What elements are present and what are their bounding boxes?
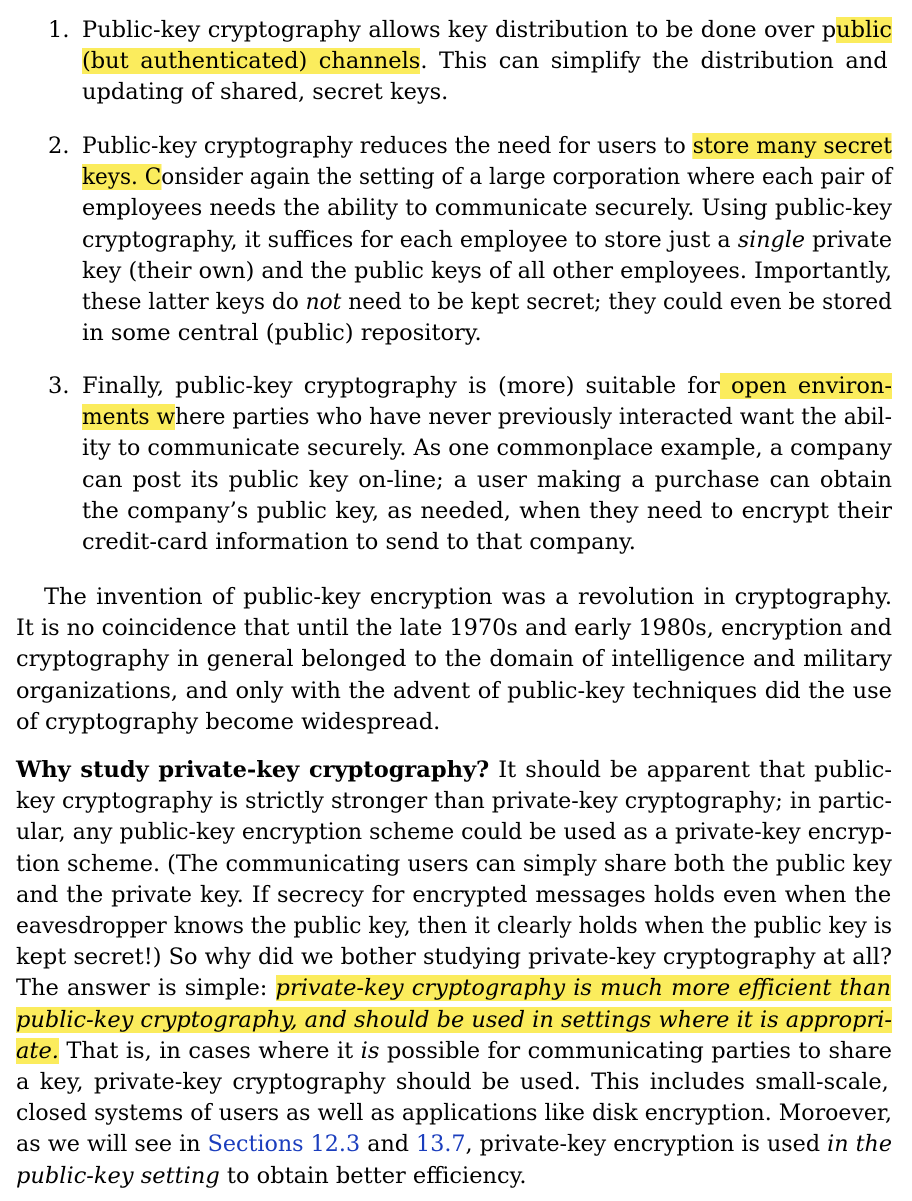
paragraph-line bbox=[16, 911, 892, 942]
paragraph-line bbox=[16, 849, 892, 880]
list-item-2-line bbox=[82, 162, 892, 193]
text-run: organizations, and only with the advent of public-key techniques did the use bbox=[16, 677, 892, 704]
text-run: cryptography in general belonged to the domain of intelligence and military bbox=[16, 646, 892, 673]
text-run: closed systems of users as well as applications like disk encryption. Moroever, bbox=[16, 1100, 892, 1127]
text-run: Public-key cryptography allows key distribution to be done over p bbox=[82, 17, 837, 43]
text-run: to obtain better efficiency. bbox=[219, 1162, 527, 1189]
highlighted-text: open environ- bbox=[719, 373, 892, 399]
paragraph-line bbox=[16, 676, 892, 707]
cross-reference-link[interactable]: Sections 12.3 bbox=[207, 1131, 361, 1158]
text-run: It is no coincidence that until the late 1970s and early 1980s, encryption and bbox=[16, 615, 892, 642]
paragraph-line bbox=[44, 582, 892, 613]
paragraph-line bbox=[16, 973, 891, 1004]
text-run: of cryptography become widespread. bbox=[16, 708, 441, 735]
paragraph-line bbox=[16, 1098, 892, 1129]
text-run: can post its public key on-line; a user making a purchase can obtain bbox=[82, 466, 892, 493]
run-in-heading: Why study private-key cryptography? bbox=[16, 757, 490, 783]
paragraph-line bbox=[16, 1005, 892, 1036]
list-item-number: 3. bbox=[48, 373, 70, 399]
list-item-2-line bbox=[82, 256, 892, 287]
text-run: public-key setting bbox=[16, 1162, 220, 1189]
highlighted-text: store many secret bbox=[692, 133, 892, 159]
text-run: onsider again the setting of a large corporation where each pair of bbox=[161, 164, 892, 191]
text-run: possible for communicating parties to share bbox=[379, 1037, 892, 1064]
text-run: credit-card information to send to that company. bbox=[82, 529, 636, 555]
text-run: employees needs the ability to communicate securely. Using public-key bbox=[82, 195, 892, 222]
text-run: need to be kept secret; they could even be stored bbox=[341, 289, 893, 315]
list-item-2-line bbox=[82, 131, 892, 162]
text-run: It should be apparent that public- bbox=[489, 757, 892, 783]
highlighted-text: public-key cryptography, and should be used in settings where it is appropri- bbox=[16, 1006, 892, 1033]
text-run: and bbox=[360, 1131, 417, 1158]
text-run: , private-key encryption is used bbox=[465, 1131, 828, 1158]
text-run: here parties who have never previously interacted want the abil- bbox=[175, 404, 893, 431]
highlighted-text: ments w bbox=[82, 404, 176, 431]
text-run: The invention of public-key encryption was a revolution in cryptography. bbox=[44, 584, 892, 610]
text-run: ular, any public-key encryption scheme could be used as a private-key encryp- bbox=[16, 819, 892, 846]
paragraph-line bbox=[16, 1067, 889, 1098]
text-run: in the bbox=[827, 1131, 892, 1158]
list-item-1-line bbox=[82, 77, 448, 108]
list-item-3-line bbox=[82, 527, 636, 558]
text-run: these latter keys do bbox=[82, 289, 306, 315]
list-item-3-line bbox=[82, 371, 892, 402]
list-item-number: 2. bbox=[48, 133, 70, 159]
list-item-2-line bbox=[82, 225, 892, 256]
text-run: updating of shared, secret keys. bbox=[82, 79, 449, 106]
highlighted-text: (but authenticated) channels bbox=[82, 48, 421, 75]
list-item-2-line bbox=[82, 287, 892, 318]
text-run: single bbox=[737, 226, 806, 253]
text-run: tion scheme. (The communicating users can simply share both the public key bbox=[16, 850, 892, 877]
paragraph-line bbox=[16, 613, 892, 644]
paragraph-line bbox=[16, 942, 892, 973]
text-run: Public-key cryptography reduces the need for users to bbox=[82, 133, 693, 159]
paragraph-line bbox=[16, 707, 440, 738]
highlighted-text: keys. C bbox=[82, 164, 162, 191]
list-item-2-line bbox=[82, 318, 482, 349]
paragraph-line bbox=[16, 817, 892, 848]
paragraph-line bbox=[16, 1161, 527, 1192]
text-run: . This can simplify the distribution and bbox=[420, 48, 888, 75]
text-run: a key, private-key cryptography should be used. This includes small-scale, bbox=[16, 1069, 889, 1095]
highlighted-text: ate. bbox=[16, 1037, 59, 1064]
list-item-3-line bbox=[82, 496, 892, 527]
paragraph-line bbox=[16, 786, 892, 817]
text-run: That is, in cases where it bbox=[58, 1037, 361, 1064]
list-item-3-line bbox=[82, 465, 892, 496]
list-item-number: 1. bbox=[48, 17, 70, 43]
paragraph-line bbox=[16, 880, 891, 911]
paragraph-line bbox=[16, 755, 892, 786]
text-run: is bbox=[360, 1037, 380, 1064]
highlighted-text: ublic bbox=[836, 17, 892, 43]
paragraph-line bbox=[16, 1129, 892, 1160]
text-run: in some central (public) repository. bbox=[82, 320, 482, 347]
text-run: not bbox=[305, 289, 342, 315]
list-item-1-line bbox=[82, 46, 888, 77]
paragraph-line bbox=[16, 1036, 892, 1067]
text-run: the company’s public key, as needed, when they need to encrypt their bbox=[82, 497, 892, 524]
paragraph-line bbox=[16, 644, 892, 675]
text-run: key cryptography is strictly stronger than private-key cryptography; in partic- bbox=[16, 788, 892, 815]
list-item-2-line bbox=[82, 193, 892, 224]
text-run: and the private key. If secrecy for encrypted messages holds even when the bbox=[16, 881, 892, 908]
text-run: ity to communicate securely. As one commonplace example, a company bbox=[82, 435, 892, 462]
list-item-3-line bbox=[82, 433, 892, 464]
text-run: kept secret!) So why did we bother studying private-key cryptography at all? bbox=[16, 944, 892, 971]
cross-reference-link[interactable]: 13.7 bbox=[416, 1131, 466, 1158]
text-run: key (their own) and the public keys of all other employees. Importantly, bbox=[82, 257, 892, 284]
list-item-1-line bbox=[82, 15, 892, 46]
text-run: The answer is simple: bbox=[16, 975, 276, 1002]
text-run: cryptography, it suffices for each employee to store just a bbox=[82, 226, 738, 253]
list-item-3-line bbox=[82, 402, 892, 433]
text-run: Finally, public-key cryptography is (more) suitable for bbox=[82, 373, 720, 399]
text-run: private bbox=[805, 226, 892, 253]
text-run: eavesdropper knows the public key, then it clearly holds when the public key is bbox=[16, 913, 892, 939]
text-run: as we will see in bbox=[16, 1131, 208, 1158]
highlighted-text: private-key cryptography is much more efficient than bbox=[275, 975, 891, 1002]
